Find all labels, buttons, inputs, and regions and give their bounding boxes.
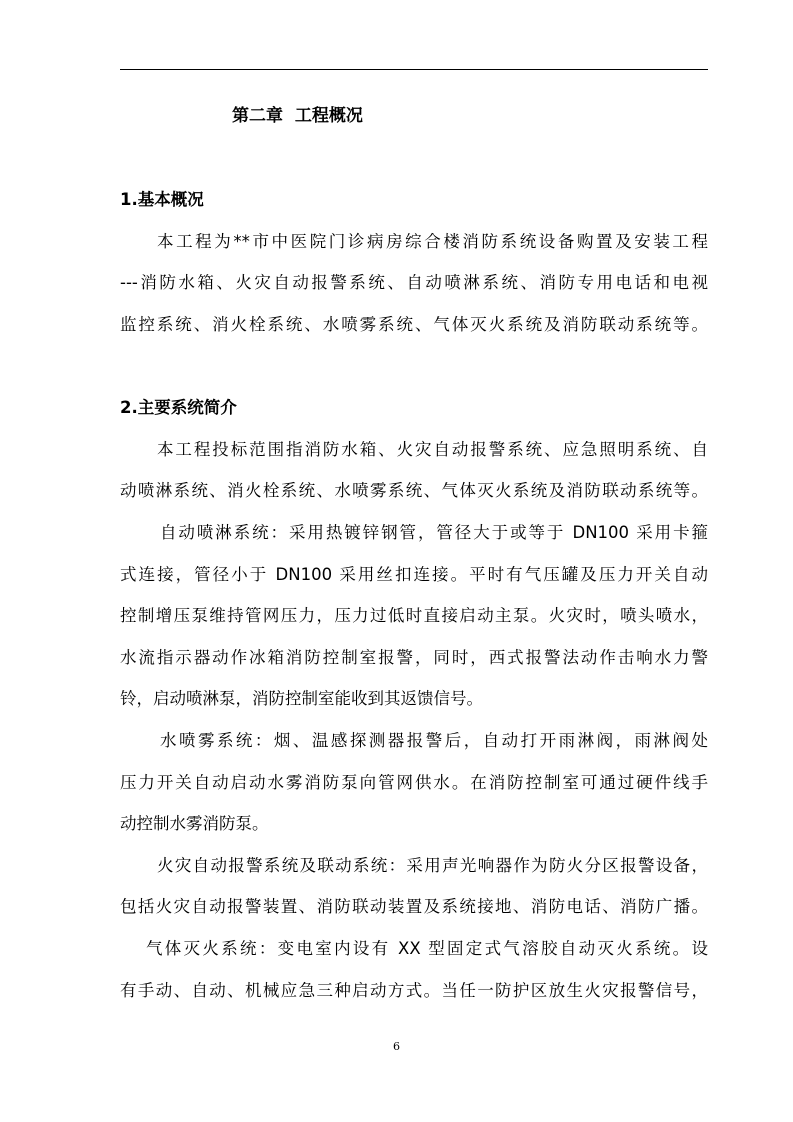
page-number: 6 xyxy=(393,1040,400,1053)
paragraph-line: 包括火灾自动报警装置、消防联动装置及系统接地、消防电话、消防广播。 xyxy=(120,897,708,916)
paragraph-line: 铃，启动喷淋泵，消防控制室能收到其返馈信号。 xyxy=(120,689,483,708)
paragraph-line: 动喷淋系统、消火栓系统、水喷雾系统、气体灭火系统及消防联动系统等。 xyxy=(120,481,708,500)
chapter-title: 第二章 工程概况 xyxy=(232,106,363,126)
paragraph-line: 式连接，管径小于 DN100 采用丝扣连接。平时有气压罐及压力开关自动 xyxy=(120,565,708,584)
paragraph-line: 本工程为**市中医院门诊病房综合楼消防系统设备购置及安装工程 xyxy=(157,232,708,251)
paragraph-line: 监控系统、消火栓系统、水喷雾系统、气体灭火系统及消防联动系统等。 xyxy=(120,315,708,334)
section-heading-2: 2.主要系统简介 xyxy=(120,398,237,417)
paragraph-line: 动控制水雾消防泵。 xyxy=(120,814,269,833)
section-heading-1: 1.基本概况 xyxy=(120,190,204,209)
header-rule xyxy=(120,69,708,70)
paragraph-line: 气体灭火系统：变电室内设有 XX 型固定式气溶胶自动灭火系统。设 xyxy=(146,939,708,958)
paragraph-line: 本工程投标范围指消防水箱、火灾自动报警系统、应急照明系统、自 xyxy=(157,440,708,459)
paragraph-line: 控制增压泵维持管网压力，压力过低时直接启动主泵。火灾时，喷头喷水， xyxy=(120,606,708,625)
paragraph-line: 压力开关自动启动水雾消防泵向管网供水。在消防控制室可通过硬件线手 xyxy=(120,773,708,792)
paragraph-line: 有手动、自动、机械应急三种启动方式。当任一防护区放生火灾报警信号， xyxy=(120,981,708,1000)
paragraph-line: ---消防水箱、火灾自动报警系统、自动喷淋系统、消防专用电话和电视 xyxy=(120,273,708,292)
paragraph-line: 水流指示器动作冰箱消防控制室报警，同时，西式报警法动作击响水力警 xyxy=(120,648,708,667)
paragraph-line: 自动喷淋系统：采用热镀锌钢管，管径大于或等于 DN100 采用卡箍 xyxy=(160,523,708,542)
paragraph-line: 水喷雾系统：烟、温感探测器报警后，自动打开雨淋阀，雨淋阀处 xyxy=(160,731,708,750)
paragraph-line: 火灾自动报警系统及联动系统：采用声光响器作为防火分区报警设备， xyxy=(157,856,708,875)
